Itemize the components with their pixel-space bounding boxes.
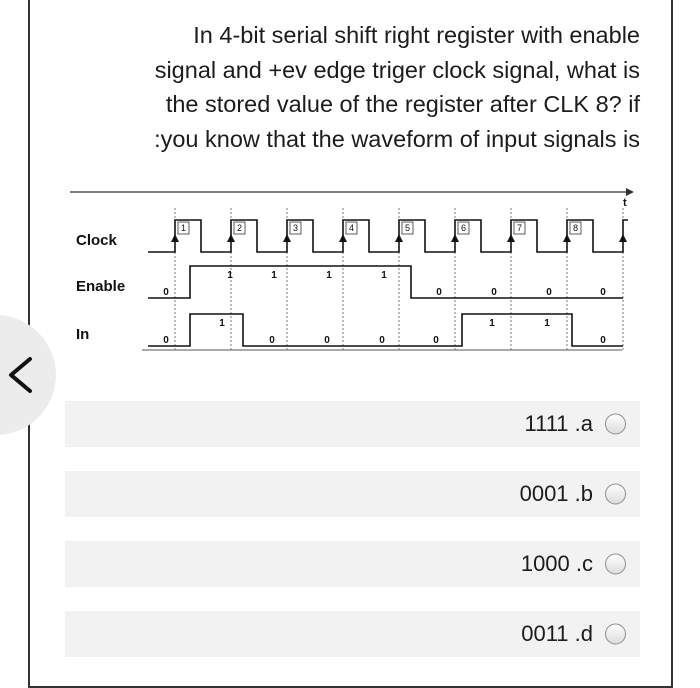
enable-value: 1: [271, 270, 277, 281]
clock-number: 7: [516, 223, 523, 233]
question-line: In 4-bit serial shift right register with enable: [193, 22, 640, 48]
in-value: 0: [324, 335, 330, 346]
enable-value: 0: [436, 287, 442, 298]
option-label: 0011 .d: [521, 621, 593, 646]
question-line: the stored value of the register after CLK 8? if: [165, 91, 640, 117]
question-text: [60, 18, 640, 156]
option-a[interactable]: [65, 401, 640, 447]
enable-value: 1: [227, 270, 233, 281]
in-value: 1: [489, 318, 495, 329]
clock-number: 1: [180, 223, 187, 233]
radio-button[interactable]: [605, 554, 626, 575]
in-value: 0: [433, 335, 439, 346]
signal-label-in: In: [76, 326, 90, 343]
radio-button[interactable]: [605, 414, 626, 435]
option-b[interactable]: [65, 471, 640, 517]
option-d[interactable]: [65, 611, 640, 657]
clock-number: 6: [460, 223, 467, 233]
clock-waveform: [148, 220, 628, 252]
in-value: 0: [379, 335, 385, 346]
enable-value: 0: [491, 287, 497, 298]
in-value: 0: [269, 335, 275, 346]
enable-value: 1: [381, 270, 387, 281]
signal-label-clock: Clock: [76, 232, 117, 249]
question-line: signal and +ev edge triger clock signal, what is: [154, 56, 640, 83]
in-value: 1: [544, 318, 550, 329]
signal-label-enable: Enable: [76, 278, 126, 295]
clock-number: 4: [348, 223, 355, 233]
option-c[interactable]: [65, 541, 640, 587]
enable-value: 1: [326, 270, 332, 281]
in-value: 0: [163, 335, 169, 346]
time-axis-arrow: [626, 188, 634, 196]
in-value: 1: [219, 318, 225, 329]
chevron-left-icon: [4, 355, 38, 395]
question-line: :you know that the waveform of input signals is: [154, 125, 640, 152]
clock-number: 5: [404, 223, 411, 233]
option-label: 1000 .c: [520, 551, 593, 576]
enable-value: 0: [546, 287, 552, 298]
timing-diagram: [60, 180, 640, 362]
clock-number: 8: [572, 223, 579, 233]
time-label: t: [623, 197, 627, 209]
option-label: 1111 .a: [524, 411, 593, 436]
radio-button[interactable]: [605, 624, 626, 645]
radio-button[interactable]: [605, 484, 626, 505]
enable-value: 0: [163, 287, 169, 298]
clock-number: 3: [292, 223, 299, 233]
rising-edge-arrows: [171, 234, 627, 242]
option-label: 0001 .b: [519, 481, 593, 506]
clock-number: 2: [236, 223, 243, 233]
in-value: 0: [600, 335, 606, 346]
enable-value: 0: [600, 287, 606, 298]
